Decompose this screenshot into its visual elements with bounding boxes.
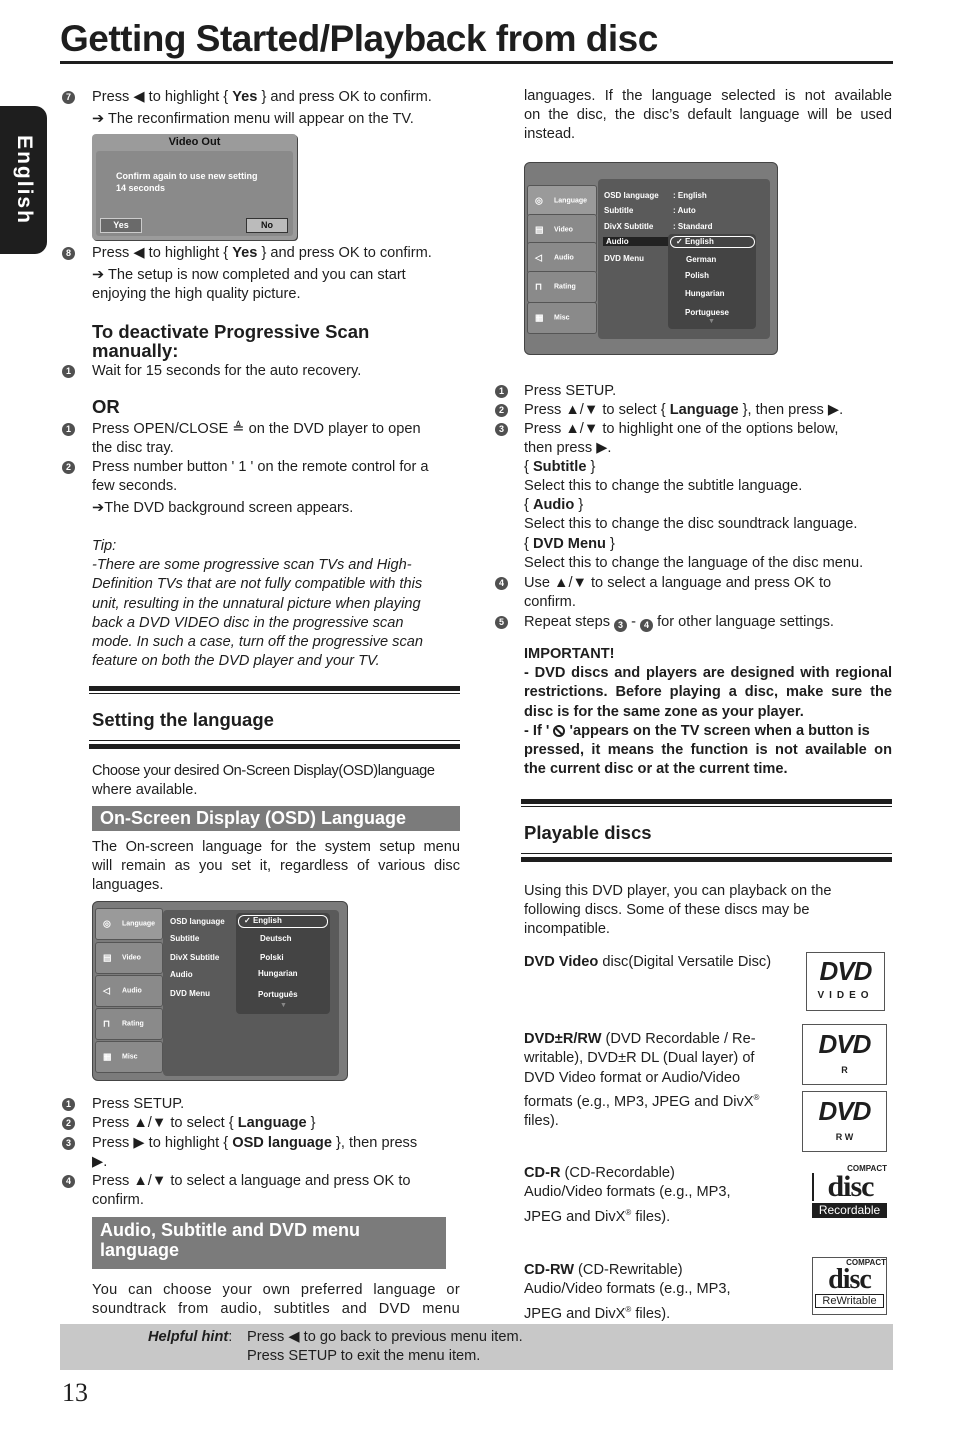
menu-tab-label: Audio [122, 987, 142, 995]
language-setup-menu [524, 162, 778, 355]
tip-line: -There are some progressive scan TVs and High- [92, 557, 412, 573]
compact-logo-text: COMPACT [846, 1258, 886, 1267]
audio-sub-para-2: soundtrack from audio, subtitles and DVD menu [92, 1301, 460, 1317]
step-number: 3 [495, 423, 508, 436]
option-hungarian[interactable]: Hungarian [258, 969, 298, 978]
hint-line-2: Press SETUP to exit the menu item. [247, 1348, 481, 1364]
cdr-line: files). [631, 1208, 671, 1225]
language-intro-2: where available. [92, 782, 198, 798]
step-number: 7 [62, 91, 75, 104]
dialog-message: Confirm again to use new setting [116, 171, 258, 181]
section-rule-bottom-thin [521, 853, 892, 854]
language-dropdown [236, 913, 330, 1014]
menu-row-audio[interactable]: Audio [603, 237, 671, 246]
right-step4: Use ▲/▼ to select a language and press OK to [524, 575, 832, 591]
important-l4-post: 'appears on the TV screen when a button is [565, 722, 870, 739]
option-audio: { Audio } [524, 497, 584, 513]
step7-key: Yes [232, 89, 258, 105]
cdr-line: Audio/Video formats (e.g., MP3, [524, 1184, 731, 1201]
setting-language-heading: Setting the language [92, 709, 274, 730]
menu-tab-label: Rating [554, 283, 576, 291]
side-tab-label: English [12, 135, 36, 225]
osd-step3-key: OSD language [232, 1135, 332, 1151]
helpful-hint-box [60, 1324, 893, 1370]
compact-logo-text: COMPACT [847, 1164, 887, 1173]
menu-tab-misc[interactable] [527, 302, 597, 334]
cd-recordable-logo [812, 1164, 887, 1226]
cdrw-line: Audio/Video formats (e.g., MP3, [524, 1281, 731, 1298]
step-ref-3: 3 [614, 619, 627, 632]
option-english[interactable]: ✓ English [676, 237, 714, 246]
tip-line: unit, resulting in the unnatural picture when playing [92, 595, 421, 612]
step-ref-4: 4 [640, 619, 653, 632]
tip-label: Tip: [92, 538, 117, 554]
osd-step3 [92, 1134, 417, 1153]
dvdr-line: formats (e.g., MP3, JPEG and DivX [524, 1093, 754, 1110]
step-number: 3 [62, 1137, 75, 1150]
menu-tab-rating[interactable] [527, 271, 597, 303]
section-rule-bottom [521, 857, 892, 862]
osd-step4: Press ▲/▼ to select a language and press OK to [92, 1173, 411, 1189]
option-dvd-menu-desc: Select this to change the language of the disc menu. [524, 555, 864, 571]
page-title: Getting Started/Playback from disc [60, 18, 658, 59]
right-step3: Press ▲/▼ to highlight one of the options below, [524, 421, 839, 437]
menu-tab-label: Language [554, 197, 588, 205]
section-rule-top [521, 799, 892, 804]
section-rule-bottom [89, 744, 460, 749]
tip-line: Definition TVs that are not fully compatible with this [92, 576, 423, 593]
important-label: IMPORTANT! [524, 646, 615, 662]
osd-para-1: The On-screen language for the system setup menu [92, 839, 460, 855]
cdr-entry [524, 1164, 794, 1227]
or-label: OR [92, 396, 120, 417]
playable-intro-2: following discs. Some of these discs may be [524, 902, 810, 918]
video-icon: ▤ [535, 224, 544, 235]
dvd-video-logo [806, 952, 885, 1011]
option-polski[interactable]: Polski [260, 953, 284, 962]
right-step2-key: Language [669, 402, 739, 418]
cdrw-line: JPEG and DivX [524, 1305, 626, 1322]
menu-tab-audio[interactable] [95, 975, 163, 1007]
menu-tab-label: Language [122, 920, 156, 928]
important-text [524, 664, 892, 780]
number-button-step: Press number button ' 1 ' on the remote control for a [92, 459, 429, 475]
option-deutsch[interactable]: Deutsch [260, 934, 292, 943]
dialog-title: Video Out [168, 136, 221, 148]
option-hungarian[interactable]: Hungarian [685, 289, 725, 298]
dvdr-line: files). [524, 1113, 559, 1130]
menu-tab-label: Video [554, 226, 573, 234]
video-out-dialog [92, 134, 297, 240]
step-number: 4 [62, 1175, 75, 1188]
menu-row-dvd-menu[interactable]: DVD Menu [604, 254, 644, 263]
option-label: English [252, 916, 282, 925]
dvd-logo-text: DVD [819, 956, 872, 986]
hint-label [148, 1328, 232, 1347]
cdr-key: CD-R [524, 1165, 561, 1181]
osd-step2-pre: Press ▲/▼ to select { [92, 1115, 238, 1131]
disc-logo-text: disc [812, 1173, 887, 1201]
cdr-line: (CD-Recordable) [560, 1165, 675, 1181]
language-intro: Choose your desired On-Screen Display(OSD)language [92, 763, 435, 779]
step8-pre: Press ◀ to highlight { [92, 245, 233, 261]
title-rule [60, 61, 893, 64]
menu-tab-label: Misc [122, 1053, 138, 1061]
prohibited-icon [553, 725, 565, 737]
important-line: the current disc or at the current time. [524, 761, 788, 778]
step-number: 1 [495, 385, 508, 398]
menu-value-osd: : English [673, 191, 707, 200]
osd-step2 [92, 1114, 316, 1133]
audio-subtitle-bar-line2: language [100, 1240, 180, 1260]
speaker-icon: ◁ [535, 252, 542, 263]
tip-text [92, 556, 460, 672]
dvdr-key: DVD±R/RW [524, 1031, 602, 1047]
osd-para-3: languages. [92, 877, 164, 893]
cont-para-1: languages. If the language selected is not available [524, 88, 892, 104]
step8-note2: enjoying the high quality picture. [92, 286, 301, 302]
cdr-line: JPEG and DivX [524, 1208, 626, 1225]
option-subtitle-desc: Select this to change the subtitle language. [524, 478, 803, 494]
option-subtitle: { Subtitle } [524, 459, 596, 475]
audio-subtitle-bar-line1: Audio, Subtitle and DVD menu [100, 1220, 360, 1240]
deactivate-heading: To deactivate Progressive Scan [92, 321, 370, 342]
step8-note1: ➔ The setup is now completed and you can start [92, 267, 406, 283]
menu-row-subtitle[interactable]: Subtitle [170, 934, 200, 943]
menu-tab-label: Video [122, 954, 141, 962]
right-step1: Press SETUP. [524, 383, 617, 399]
option-portuguese[interactable]: Portuguese [685, 308, 730, 317]
dvd-r-logo [802, 1024, 887, 1085]
registered-mark: ® [753, 1092, 760, 1102]
menu-value-subtitle: : Auto [673, 206, 696, 215]
tip-line: mode. In such a case, turn off the progressive scan [92, 634, 423, 651]
playable-intro-3: incompatible. [524, 921, 610, 937]
right-step4-2: confirm. [524, 594, 576, 610]
menu-tab-misc[interactable] [95, 1041, 163, 1073]
step-number: 1 [62, 423, 75, 436]
osd-step3-post: }, then press [331, 1135, 418, 1151]
scroll-down-icon[interactable]: ▼ [280, 1002, 287, 1009]
menu-row-osd-language[interactable]: OSD language [604, 191, 659, 200]
cdrw-entry [524, 1261, 794, 1324]
step7-pre: Press ◀ to highlight { [92, 89, 233, 105]
option-label: English [684, 237, 714, 246]
menu-tab-label: Rating [122, 1020, 144, 1028]
menu-row-divx-subtitle[interactable]: DivX Subtitle [604, 222, 654, 231]
osd-step2-post: } [306, 1115, 316, 1131]
option-audio-key: Audio [532, 497, 575, 513]
option-audio-desc: Select this to change the disc soundtrack language. [524, 516, 858, 532]
menu-tab-language[interactable] [527, 185, 597, 217]
section-rule-bottom-thin [89, 740, 460, 741]
dvd-logo-text: DVD [818, 1029, 871, 1059]
dvd-rw-logo [802, 1091, 887, 1152]
option-german[interactable]: German [686, 255, 717, 264]
menu-row-audio[interactable]: Audio [170, 970, 193, 979]
option-polish[interactable]: Polish [685, 271, 710, 280]
open-close-step-2: the disc tray. [92, 440, 174, 456]
cdrw-line: files). [631, 1305, 671, 1322]
step5-pre: Repeat steps [524, 614, 615, 630]
right-step2-pre: Press ▲/▼ to select { [524, 402, 670, 418]
page-number: 13 [62, 1378, 88, 1407]
step7-post: } and press OK to confirm. [257, 89, 432, 105]
important-line: restrictions. Before playing a disc, make sure the [524, 684, 892, 701]
menu-row-osd-language[interactable]: OSD language [170, 917, 225, 926]
menu-tab-language[interactable] [95, 908, 163, 940]
registered-mark: ® [625, 1207, 632, 1217]
important-line: pressed, it means the function is not available on [524, 742, 892, 759]
dvd-video-entry [524, 953, 771, 972]
dvd-r-logo-text: R [841, 1065, 848, 1075]
menu-row-divx-subtitle[interactable]: DivX Subtitle [170, 953, 220, 962]
osd-step1: Press SETUP. [92, 1096, 185, 1112]
deactivate-heading-2: manually: [92, 340, 179, 361]
step8-post: } and press OK to confirm. [257, 245, 432, 261]
osd-language-bar: On-Screen Display (OSD) Language [92, 806, 460, 831]
menu-tab-label: Audio [554, 254, 574, 262]
cd-rewritable-logo [812, 1257, 887, 1315]
section-rule-top-thin [89, 693, 460, 694]
section-rule-top [89, 686, 460, 691]
language-dropdown [668, 234, 756, 329]
menu-tab-label: Misc [554, 314, 570, 322]
step8-text [92, 244, 432, 263]
lock-icon: ⊓ [103, 1018, 111, 1029]
step-number: 2 [495, 404, 508, 417]
menu-value-divx: : Standard [673, 222, 713, 231]
menu-tab-video[interactable] [95, 942, 163, 974]
option-dvd-menu: { DVD Menu } [524, 536, 615, 552]
section-rule-top-thin [521, 806, 892, 807]
globe-icon: ◎ [103, 918, 111, 929]
scroll-down-icon[interactable]: ▼ [708, 318, 715, 325]
hint-colon: : [228, 1329, 233, 1345]
menu-settings-pane [163, 910, 339, 1076]
option-subtitle-key: Subtitle [532, 459, 587, 475]
right-step3-2: then press ▶. [524, 440, 612, 456]
tip-line: back a DVD VIDEO disc in the progressive scan [92, 614, 404, 631]
speaker-icon: ◁ [103, 985, 110, 996]
menu-tab-rating[interactable] [95, 1008, 163, 1040]
cdrw-line: (CD-Rewritable) [574, 1262, 683, 1278]
right-step5 [524, 613, 834, 632]
menu-tab-audio[interactable] [527, 242, 597, 274]
number-button-step-2: few seconds. [92, 478, 178, 494]
deactivate-step1: Wait for 15 seconds for the auto recovery. [92, 363, 362, 379]
misc-icon: ▦ [103, 1051, 112, 1062]
right-step2 [524, 401, 843, 420]
osd-para-2: will remain as you set it, regardless of various disc [92, 858, 460, 874]
registered-mark: ® [625, 1304, 632, 1314]
important-line: disc is for the same zone as your player. [524, 703, 804, 720]
dvd-video-key: DVD Video [524, 954, 599, 970]
step7-note: ➔ The reconfirmation menu will appear on the TV. [92, 111, 414, 127]
right-step2-post: }, then press ▶. [738, 402, 844, 418]
osd-step3-pre: Press ▶ to highlight { [92, 1135, 233, 1151]
step7-text [92, 88, 432, 107]
step8-key: Yes [232, 245, 258, 261]
cdrw-key: CD-RW [524, 1262, 574, 1278]
dvdr-entry [524, 1030, 794, 1131]
option-portugues[interactable]: Português [258, 990, 298, 999]
dvd-logo-text: DVD [818, 1096, 871, 1126]
osd-step2-key: Language [237, 1115, 307, 1131]
option-dvd-menu-key: DVD Menu [532, 536, 606, 552]
step-number: 8 [62, 247, 75, 260]
hint-label-text: Helpful hint [148, 1329, 229, 1345]
tip-line: feature on both the DVD player and your TV. [92, 653, 380, 670]
step-number: 4 [495, 577, 508, 590]
cont-para-2: on the disc, the disc’s default language will be used [524, 107, 892, 123]
step5-post: for other language settings. [653, 614, 834, 630]
dialog-body [96, 151, 293, 236]
menu-row-subtitle[interactable]: Subtitle [604, 206, 634, 215]
option-english[interactable]: ✓ English [244, 916, 282, 925]
disc-logo-text: disc [828, 1264, 871, 1295]
audio-subtitle-bar [92, 1217, 446, 1269]
osd-setup-menu [92, 901, 348, 1081]
dvdr-line: (DVD Recordable / Re- [601, 1031, 756, 1047]
hint-line-1: Press ◀ to go back to previous menu item. [247, 1329, 523, 1345]
important-line: - DVD discs and players are designed with regional [524, 665, 892, 681]
dvdr-line: DVD Video format or Audio/Video [524, 1069, 741, 1086]
step-number: 2 [62, 461, 75, 474]
step-number: 1 [62, 1098, 75, 1111]
menu-row-dvd-menu[interactable]: DVD Menu [170, 989, 210, 998]
dvdr-line: writable), DVD±R DL (Dual layer) of [524, 1050, 755, 1067]
open-close-step: Press OPEN/CLOSE ≜ on the DVD player to open [92, 421, 421, 437]
dialog-countdown: 14 seconds [116, 183, 166, 193]
globe-icon: ◎ [535, 195, 543, 206]
video-icon: ▤ [103, 952, 112, 963]
dvd-rw-logo-text: R W [835, 1132, 854, 1142]
cont-para-3: instead. [524, 126, 576, 142]
step-number: 1 [62, 365, 75, 378]
language-side-tab [0, 106, 47, 254]
recordable-logo-text: Recordable [812, 1203, 887, 1218]
dvd-video-logo-text: VIDEO [817, 990, 874, 1001]
important-l4-pre: - If ' [524, 722, 554, 739]
step-number: 5 [495, 616, 508, 629]
menu-settings-pane [598, 179, 770, 339]
step-number: 2 [62, 1117, 75, 1130]
playable-discs-heading: Playable discs [524, 822, 652, 843]
yes-button[interactable]: Yes [100, 218, 142, 233]
background-note: ➔The DVD background screen appears. [92, 500, 354, 516]
step5-mid: - [627, 614, 641, 630]
no-button[interactable]: No [246, 218, 288, 233]
osd-step4-2: confirm. [92, 1192, 144, 1208]
misc-icon: ▦ [535, 312, 544, 323]
important-line [524, 722, 892, 741]
rewritable-logo-text: ReWritable [815, 1294, 884, 1308]
playable-intro-1: Using this DVD player, you can playback on the [524, 883, 832, 899]
audio-sub-para-1: You can choose your own preferred language or [92, 1282, 460, 1298]
osd-step3-end: ▶. [92, 1154, 108, 1170]
dvd-video-desc: disc(Digital Versatile Disc) [598, 954, 772, 970]
lock-icon: ⊓ [535, 281, 543, 292]
